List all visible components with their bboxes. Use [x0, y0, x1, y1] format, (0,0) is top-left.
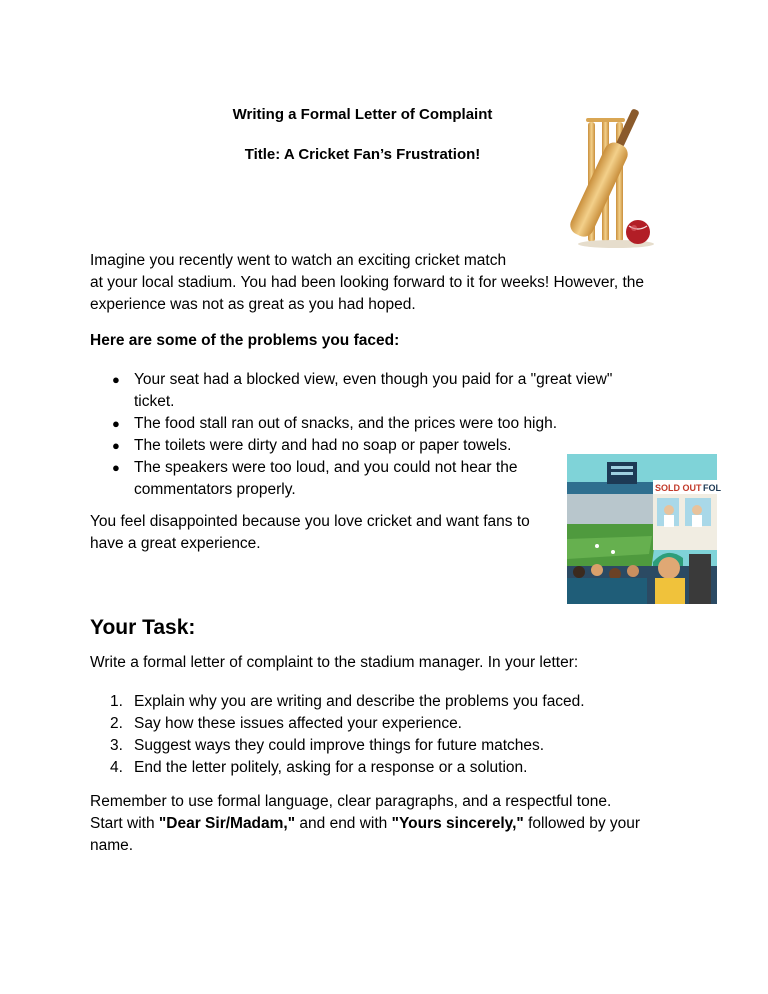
greeting-phrase: "Dear Sir/Madam," [158, 815, 296, 832]
problems-list [90, 369, 650, 501]
stadium-crowd-image [567, 454, 721, 604]
list-item: ● The speakers were too loud, and you could not hear the commentators properly. [112, 459, 518, 498]
document-subtitle: Title: A Cricket Fan’s Frustration! [244, 146, 481, 163]
list-item: ● The toilets were dirty and had no soap or paper towels. [90, 435, 650, 457]
list-item: 4. End the letter politely, asking for a response or a solution. [110, 759, 528, 776]
task-intro: Write a formal letter of complaint to the stadium manager. In your letter: [90, 654, 579, 671]
intro-paragraph [90, 250, 690, 316]
list-item: 3. Suggest ways they could improve things for future matches. [110, 737, 545, 754]
bullet-icon: ● [112, 372, 120, 387]
bullet-icon: ● [112, 416, 120, 431]
signoff-phrase: "Yours sincerely," [391, 815, 524, 832]
intro-line-2: at your local stadium. You had been looking forward to it for weeks! However, the [90, 274, 645, 291]
list-item: ● Your seat had a blocked view, even though you paid for a "great view" ticket. [112, 371, 613, 410]
bail-right [601, 118, 625, 122]
cricket-ball [626, 220, 650, 244]
intro-line-3: experience was not as great as you had hoped. [90, 296, 416, 313]
list-item: 1. Explain why you are writing and describe the problems you faced. [110, 693, 585, 710]
intro-line-1: Imagine you recently went to watch an exciting cricket match [90, 252, 507, 269]
list-item: 2. Say how these issues affected your experience. [110, 715, 462, 732]
task-heading: Your Task: [90, 616, 196, 639]
cricket-bat-stumps-ball-image [546, 104, 656, 250]
bullet-icon: ● [112, 438, 120, 453]
problems-heading: Here are some of the problems you faced: [90, 332, 400, 349]
closing-paragraph: Remember to use formal language, clear paragraphs, and a respectful tone. Start with "Dear Sir/Madam," and end with "Yours sincerely," followed by your name. [90, 793, 641, 854]
sold-out-sign: SOLD OUT [655, 483, 702, 493]
partial-sign: FOL [703, 483, 721, 493]
feeling-paragraph: You feel disappointed because you love cricket and want fans to have a great experience. [90, 513, 530, 552]
list-item: ● The food stall ran out of snacks, and the prices were too high. [90, 413, 650, 435]
task-steps-list [90, 691, 690, 779]
document-title: Writing a Formal Letter of Complaint [232, 106, 493, 123]
bullet-icon: ● [112, 460, 120, 475]
